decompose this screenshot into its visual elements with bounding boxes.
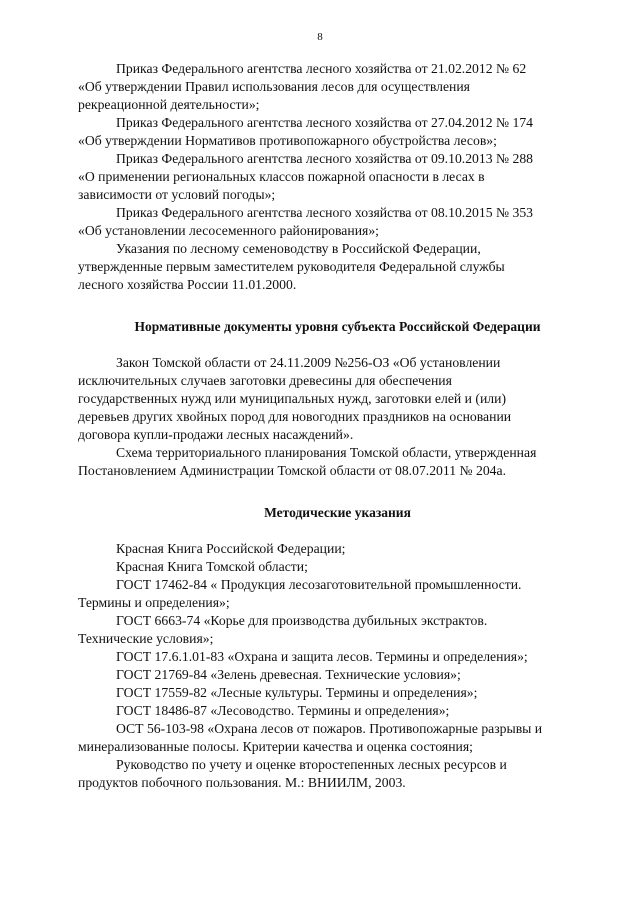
- heading-gap: [78, 522, 597, 540]
- methodical-item: Красная Книга Томской области;: [116, 559, 308, 574]
- methodical-item: Руководство по учету и оценке второстепенных лесных ресурсов и продуктов побочного пользования. М.: ВНИИЛМ, 2003.: [78, 757, 507, 790]
- federal-order-item: Указания по лесному семеноводству в Российской Федерации, утвержденные первым заместителем руководителя Федеральной службы лесного хозяйства России 11.01.2000.: [78, 241, 505, 292]
- federal-order-item: Приказ Федерального агентства лесного хозяйства от 21.02.2012 № 62 «Об утверждении Правил использования лесов для осуществления рекреационной деятельности»;: [78, 61, 527, 112]
- methodical-item: ГОСТ 21769-84 «Зелень древесная. Технические условия»;: [116, 667, 461, 682]
- methodical-item: ГОСТ 6663-74 «Корье для производства дубильных экстрактов. Технические условия»;: [78, 613, 488, 646]
- methodical-item: ОСТ 56-103-98 «Охрана лесов от пожаров. Противопожарные разрывы и минерализованные полосы. Критерии качества и оценка состояния;: [78, 721, 543, 754]
- document-body: [78, 60, 597, 792]
- section-gap: [78, 294, 597, 318]
- regional-documents-heading: Нормативные документы уровня субъекта Российской Федерации: [134, 319, 541, 334]
- methodical-guidelines-heading: Методические указания: [264, 505, 411, 520]
- regional-document-item: Закон Томской области от 24.11.2009 №256-ОЗ «Об установлении исключительных случаев заготовки древесины для обеспечения государственных нужд или муниципальных нужд, заготовки елей и (или) деревьев других хвойных пород для новогодних праздников на основании договора купли-продажи лесных насаждений».: [78, 355, 512, 442]
- methodical-item: ГОСТ 17462-84 « Продукция лесозаготовительной промышленности. Термины и определения»;: [78, 577, 522, 610]
- page-number: 8: [317, 31, 323, 43]
- methodical-item: ГОСТ 18486-87 «Лесоводство. Термины и определения»;: [116, 703, 450, 718]
- heading-gap: [78, 336, 597, 354]
- methodical-item: Красная Книга Российской Федерации;: [116, 541, 346, 556]
- federal-order-item: Приказ Федерального агентства лесного хозяйства от 08.10.2015 № 353 «Об установлении лесосеменного районирования»;: [78, 205, 534, 238]
- methodical-item: ГОСТ 17.6.1.01-83 «Охрана и защита лесов. Термины и определения»;: [116, 649, 528, 664]
- federal-order-item: Приказ Федерального агентства лесного хозяйства от 27.04.2012 № 174 «Об утверждении Нормативов противопожарного обустройства лесов»;: [78, 115, 534, 148]
- methodical-item: ГОСТ 17559-82 «Лесные культуры. Термины и определения»;: [116, 685, 478, 700]
- section-gap: [78, 480, 597, 504]
- federal-order-item: Приказ Федерального агентства лесного хозяйства от 09.10.2013 № 288 «О применении региональных классов пожарной опасности в лесах в зависимости от условий погоды»;: [78, 151, 534, 202]
- regional-document-item: Схема территориального планирования Томской области, утвержденная Постановлением Администрации Томской области от 08.07.2011 № 204а.: [78, 445, 537, 478]
